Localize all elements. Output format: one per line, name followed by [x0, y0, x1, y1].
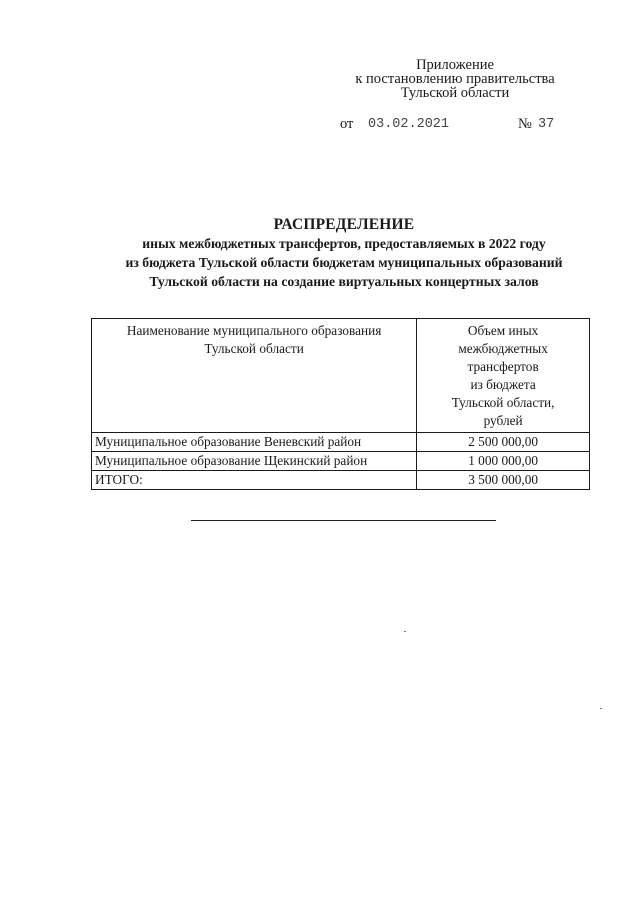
header-amount-line: межбюджетных — [458, 341, 548, 356]
appendix-header — [330, 58, 580, 100]
header-amount-line: из бюджета — [470, 377, 536, 392]
table-row — [92, 452, 590, 471]
title-line-3: Тульской области на создание виртуальных концертных залов — [149, 274, 539, 289]
header-amount-line: Тульской области, — [451, 395, 555, 410]
total-amount: 3 500 000,00 — [417, 471, 590, 490]
table-row — [92, 433, 590, 452]
header-name — [92, 319, 417, 433]
header-amount-line: рублей — [483, 413, 523, 428]
distribution-table — [91, 318, 590, 490]
appendix-title: Приложение — [416, 57, 494, 73]
document-date: 03.02.2021 — [368, 117, 450, 132]
table-header-row — [92, 319, 590, 433]
date-label: от — [340, 116, 354, 132]
number-label: № — [518, 116, 532, 132]
total-label: ИТОГО: — [92, 471, 417, 490]
appendix-reference: к постановлению правительства — [355, 71, 555, 87]
appendix-authority: Тульской области — [400, 85, 510, 101]
row-amount: 2 500 000,00 — [417, 433, 590, 452]
row-amount: 1 000 000,00 — [417, 452, 590, 471]
scan-speck — [404, 631, 406, 632]
title-line-2: из бюджета Тульской области бюджетам муниципальных образований — [125, 255, 563, 270]
title-heading: РАСПРЕДЕЛЕНИЕ — [273, 216, 415, 233]
header-amount — [417, 319, 590, 433]
header-name-line-2: Тульской области — [204, 341, 304, 356]
title-line-1: иных межбюджетных трансфертов, предоставляемых в 2022 году — [142, 236, 546, 251]
table-total-row — [92, 471, 590, 490]
row-municipality: Муниципальное образование Веневский район — [92, 433, 417, 452]
header-amount-line: Объем иных — [467, 323, 539, 338]
header-name-line-1: Наименование муниципального образования — [126, 323, 382, 338]
scan-speck — [600, 708, 602, 709]
document-title — [40, 216, 640, 291]
header-amount-line: трансфертов — [467, 359, 539, 374]
document-number: 37 — [538, 117, 555, 132]
closing-rule — [191, 520, 496, 521]
row-municipality: Муниципальное образование Щекинский район — [92, 452, 417, 471]
